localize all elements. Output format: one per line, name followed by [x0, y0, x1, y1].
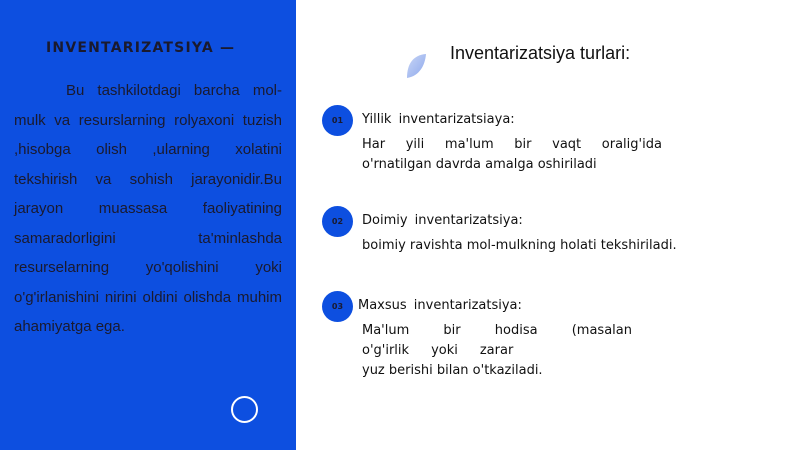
- left-panel: [0, 0, 296, 450]
- description-word: yoki: [431, 343, 458, 358]
- item-title: Doimiy inventarizatsiya:: [362, 213, 523, 228]
- description-word: yili: [405, 137, 425, 152]
- item-description-line: o'rnatilgan davrda amalga oshiriladi: [362, 157, 597, 172]
- description-word: ma'lum: [444, 137, 494, 152]
- number-badge: 02: [322, 206, 353, 237]
- description-word: vaqt: [552, 137, 582, 152]
- left-heading: INVENTARIZATSIYA —: [46, 40, 236, 56]
- circle-outline-icon: [231, 396, 258, 423]
- description-word: bir: [443, 323, 461, 338]
- description-word: (masalan: [571, 323, 632, 338]
- item-description: [362, 321, 632, 381]
- description-word: hodisa: [494, 323, 538, 338]
- left-body-text: Bu tashkilotdagi barcha mol-mulk va resurslarning rolyaxoni tuzish ,hisobga olish ,ularning xolatini tekshirish va sohish jarayonidir.Bu jarayon muassasa faoliyatining samaradorligini ta'minlashda resurselarning yo'qolishini yoki o'g'irlanishini nirini oldini olishda muhim ahamiyatga ega.: [14, 82, 282, 335]
- description-word: Ma'lum: [362, 323, 410, 338]
- number-badge: 01: [322, 105, 353, 136]
- item-description: boimiy ravishta mol-mulkning holati tekshiriladi.: [362, 238, 677, 253]
- number-badge: 03: [322, 291, 353, 322]
- section-title: Inventarizatsiya turlari:: [450, 43, 631, 63]
- item-title: Yillik inventarizatsiaya:: [362, 112, 515, 127]
- description-word: Har: [362, 137, 386, 152]
- description-word: oralig'ida: [601, 137, 662, 152]
- item-description-line: yuz berishi bilan o'tkaziladi.: [362, 363, 543, 378]
- item-title: Maxsus inventarizatsiya:: [358, 298, 522, 313]
- description-word: bir: [514, 137, 532, 152]
- leaf-icon: [405, 52, 427, 80]
- description-word: zarar: [479, 343, 514, 358]
- item-description: [362, 135, 662, 175]
- description-word: o'g'irlik: [362, 343, 410, 358]
